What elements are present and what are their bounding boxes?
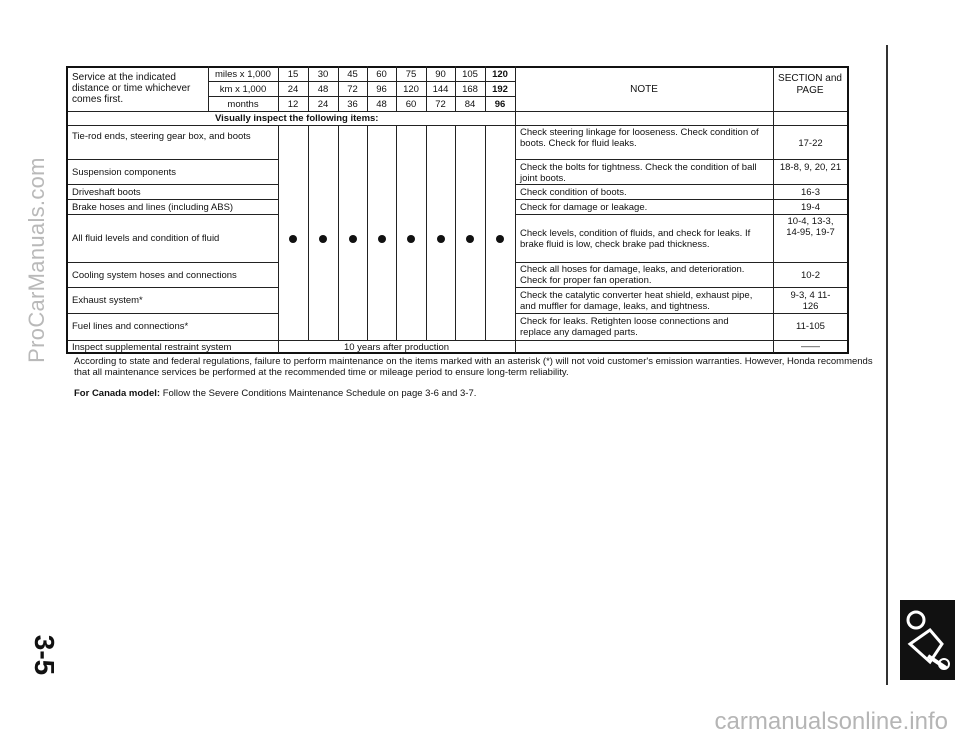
footer-watermark: carmanualsonline.info [714, 708, 948, 735]
note-tie-rod: Check steering linkage for looseness. Check condition of boots. Check for fluid leaks. [520, 127, 759, 149]
page-fuel: 11-105 [796, 321, 825, 332]
km-interval-7: 168 [462, 84, 478, 95]
page-suspension: 18-8, 9, 20, 21 [779, 162, 842, 173]
item-suspension: Suspension components [72, 167, 177, 178]
months-interval-7: 84 [464, 99, 476, 110]
km-interval-4: 96 [376, 84, 387, 95]
months-interval-4: 48 [376, 99, 387, 110]
page-tie-rod: 17-22 [798, 138, 823, 149]
months-interval-5: 60 [405, 99, 417, 110]
service-interval-label: Service at the indicated distance or time whichever comes first. [72, 72, 191, 105]
page-srs: —— [801, 341, 820, 352]
page-number: 3-5 [29, 634, 60, 676]
note-suspension: Check the bolts for tightness. Check the condition of ball joint boots. [520, 162, 757, 184]
miles-interval-6: 90 [435, 69, 446, 80]
months-interval-3: 36 [347, 99, 358, 110]
km-interval-8: 192 [492, 84, 508, 95]
miles-interval-5: 75 [405, 69, 417, 80]
miles-interval-7: 105 [462, 69, 478, 80]
inspection-dot [466, 235, 474, 243]
item-srs: Inspect supplemental restraint system [72, 342, 232, 353]
item-driveshaft-boots: Driveshaft boots [72, 187, 141, 198]
note-brake: Check for damage or leakage. [520, 202, 648, 213]
km-row-label: km x 1,000 [219, 84, 267, 95]
months-interval-6: 72 [435, 99, 446, 110]
miles-interval-8: 120 [492, 69, 508, 80]
note-fluid: Check levels, condition of fluids, and check for leaks. If brake fluid is low, check brake pad thickness. [520, 228, 751, 250]
visually-inspect-label: Visually inspect the following items: [215, 113, 379, 124]
inspection-dot [496, 235, 504, 243]
inspection-dot [349, 235, 357, 243]
months-interval-2: 24 [317, 99, 329, 110]
inspection-dot [378, 235, 386, 243]
miles-interval-3: 45 [347, 69, 358, 80]
months-interval-1: 12 [287, 99, 299, 110]
page-cooling: 10-2 [800, 270, 820, 281]
page-fluid: 10-4, 13-3, 14-95, 19-7 [786, 216, 835, 238]
inspection-dot [289, 235, 297, 243]
canada-note [74, 388, 774, 399]
canada-label: For Canada model: [74, 388, 161, 399]
srs-interval: 10 years after production [343, 342, 450, 353]
note-fuel: Check for leaks. Retighten loose connections and replace any damaged parts. [520, 316, 729, 338]
inspection-dot [319, 235, 327, 243]
note-driveshaft: Check condition of boots. [520, 187, 627, 198]
item-cooling-hoses: Cooling system hoses and connections [72, 270, 237, 281]
inspection-dot [437, 235, 445, 243]
binding-rule [886, 45, 888, 685]
section-page-header: SECTION and PAGE [778, 73, 842, 96]
km-interval-1: 24 [287, 84, 299, 95]
footnote: According to state and federal regulations, failure to perform maintenance on the items marked with an asterisk (*) will not void customer's emission warranties. However, Honda recommends that all maintenance services be performed at the recommended time or mileage period to ensure long-term reliability. [74, 356, 873, 378]
item-brake-hoses: Brake hoses and lines (including ABS) [72, 202, 234, 213]
watermark: ProCarManuals.com [24, 157, 49, 363]
item-exhaust: Exhaust system* [72, 295, 143, 306]
miles-row-label: miles x 1,000 [215, 69, 271, 80]
page-brake: 19-4 [800, 202, 820, 213]
canada-text: Follow the Severe Conditions Maintenance Schedule on page 3-6 and 3-7. [162, 388, 477, 399]
miles-interval-4: 60 [376, 69, 387, 80]
item-fuel-lines: Fuel lines and connections* [72, 321, 189, 332]
months-interval-8: 96 [494, 99, 506, 110]
km-interval-6: 144 [432, 84, 449, 95]
note-cooling: Check all hoses for damage, leaks, and deterioration. Check for proper fan operation. [520, 264, 745, 286]
item-tie-rod: Tie-rod ends, steering gear box, and boots [72, 131, 251, 142]
note-header: NOTE [630, 84, 658, 95]
inspection-dot [407, 235, 415, 243]
km-interval-2: 48 [317, 84, 329, 95]
page-driveshaft: 16-3 [800, 187, 820, 198]
months-row-label: months [227, 99, 259, 110]
km-interval-3: 72 [347, 84, 358, 95]
item-fluid-levels: All fluid levels and condition of fluid [72, 233, 220, 244]
note-exhaust: Check the catalytic converter heat shield, exhaust pipe, and muffler for damage, leaks, and tightness. [520, 290, 753, 312]
page-exhaust: 9-3, 4 11-126 [790, 290, 831, 312]
miles-interval-1: 15 [287, 69, 299, 80]
km-interval-5: 120 [403, 84, 419, 95]
miles-interval-2: 30 [317, 69, 329, 80]
section-tab-icon [900, 600, 955, 680]
